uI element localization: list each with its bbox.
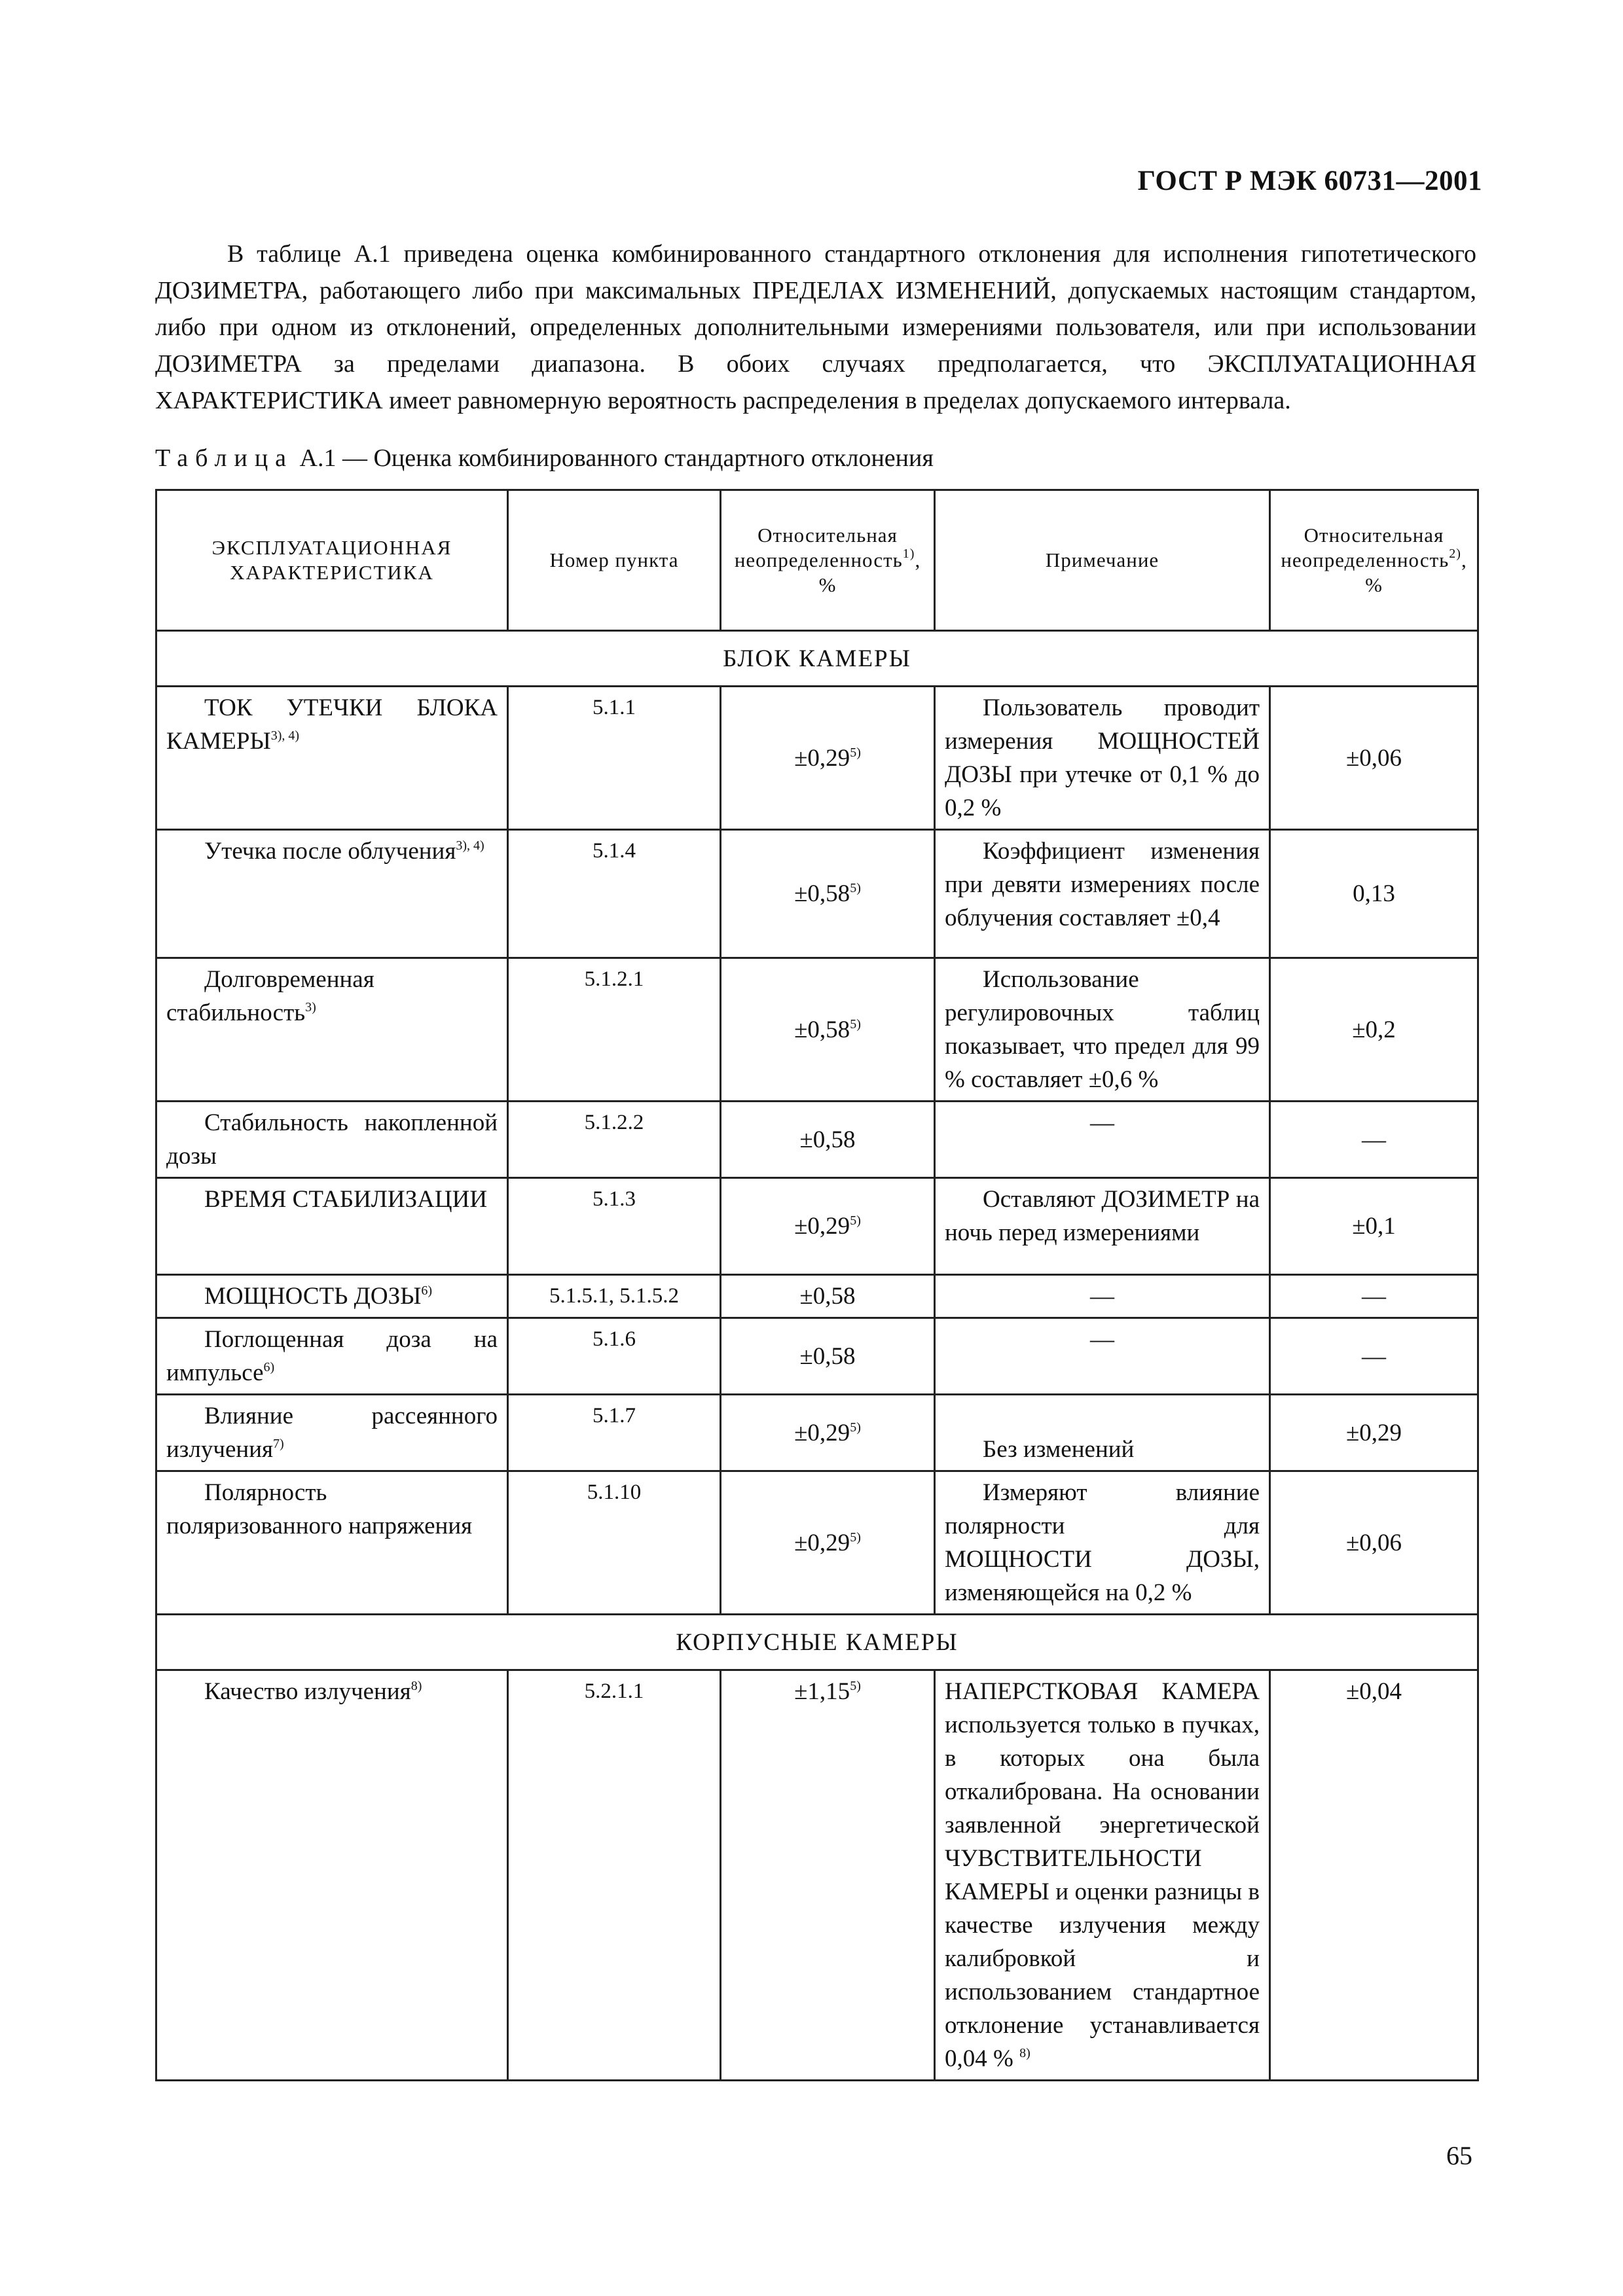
characteristic-cell <box>156 687 508 830</box>
uncertainty-footnote: 5) <box>850 1420 861 1435</box>
note-footnote: 8) <box>1019 2046 1030 2060</box>
note-text: — <box>1090 1326 1114 1353</box>
uncertainty-value: ±0,29 <box>794 1213 850 1240</box>
uncertainty-footnote: 5) <box>850 1016 861 1031</box>
uncertainty-cell <box>721 687 935 830</box>
characteristic-text: Влияние рассеянного излучения <box>166 1403 498 1463</box>
uncertainty2-cell <box>1270 1178 1478 1275</box>
uncertainty2-cell <box>1270 958 1478 1102</box>
note-cell <box>935 1318 1270 1395</box>
uncertainty2-value: ±0,29 <box>1345 1419 1402 1446</box>
clause-text: 5.1.1 <box>593 696 636 719</box>
table-row <box>156 1275 1478 1318</box>
uncertainty-footnote: 5) <box>850 881 861 895</box>
characteristic-cell <box>156 1178 508 1275</box>
clause-cell <box>508 958 721 1102</box>
header-uncertainty-2-text: Относительная неопределенность <box>1281 524 1450 571</box>
characteristic-footnote: 7) <box>273 1437 284 1451</box>
clause-text: 5.1.4 <box>593 839 636 863</box>
characteristic-footnote: 6) <box>421 1283 433 1298</box>
note-cell <box>935 1275 1270 1318</box>
document-standard-header: ГОСТ Р МЭК 60731—2001 <box>1137 166 1482 196</box>
characteristic-footnote: 8) <box>410 1679 422 1693</box>
table-row <box>156 830 1478 958</box>
clause-text: 5.2.1.1 <box>584 1679 644 1703</box>
uncertainty2-value: ±0,06 <box>1345 1529 1402 1556</box>
clause-text: 5.1.6 <box>593 1327 636 1351</box>
uncertainty2-value: — <box>1362 1342 1386 1370</box>
table-row <box>156 1670 1478 2081</box>
table-row <box>156 1178 1478 1275</box>
note-cell <box>935 1395 1270 1471</box>
characteristic-cell <box>156 1318 508 1395</box>
page-number: 65 <box>1446 2141 1472 2170</box>
section-title: БЛОК КАМЕРЫ <box>156 631 1478 687</box>
note-cell <box>935 1102 1270 1178</box>
characteristic-cell <box>156 1102 508 1178</box>
characteristic-text: Поглощенная доза на импульсе <box>166 1326 498 1386</box>
header-uncertainty-2 <box>1270 490 1478 631</box>
uncertainty-table <box>155 489 1479 2081</box>
uncertainty-value: ±0,29 <box>794 744 850 772</box>
note-cell <box>935 830 1270 958</box>
uncertainty2-cell <box>1270 1275 1478 1318</box>
uncertainty-footnote: 5) <box>850 1530 861 1545</box>
table-row <box>156 1102 1478 1178</box>
uncertainty2-cell <box>1270 1102 1478 1178</box>
uncertainty2-value: — <box>1362 1283 1386 1310</box>
note-cell <box>935 958 1270 1102</box>
characteristic-text: Качество излучения <box>204 1678 411 1705</box>
header-clause: Номер пункта <box>508 490 721 631</box>
characteristic-cell <box>156 1275 508 1318</box>
characteristic-footnote: 3) <box>305 1000 316 1014</box>
note-text: Пользователь проводит измерения МОЩНОСТЕЙ ДОЗЫ при утечке от 0,1 % до 0,2 % <box>945 694 1260 821</box>
clause-cell <box>508 830 721 958</box>
clause-text: 5.1.7 <box>593 1404 636 1427</box>
characteristic-text: ВРЕМЯ СТАБИЛИЗАЦИИ <box>204 1186 488 1213</box>
clause-text: 5.1.10 <box>587 1480 642 1504</box>
uncertainty-value: ±1,15 <box>794 1678 850 1705</box>
table-row <box>156 958 1478 1102</box>
note-cell <box>935 687 1270 830</box>
clause-cell <box>508 1102 721 1178</box>
table-caption-label: Таблица <box>155 444 294 472</box>
section-title: КОРПУСНЫЕ КАМЕРЫ <box>156 1615 1478 1670</box>
characteristic-footnote: 3), 4) <box>270 728 300 743</box>
uncertainty-value: ±0,29 <box>794 1419 850 1446</box>
uncertainty-cell <box>721 830 935 958</box>
header-uncertainty-2-sup: 2) <box>1449 547 1461 561</box>
characteristic-footnote: 6) <box>263 1360 275 1374</box>
note-text: Без изменений <box>983 1436 1135 1463</box>
note-cell <box>935 1471 1270 1615</box>
clause-text: 5.1.2.2 <box>584 1111 644 1134</box>
characteristic-cell <box>156 1471 508 1615</box>
characteristic-text: МОЩНОСТЬ ДОЗЫ <box>204 1283 422 1310</box>
uncertainty2-value: ±0,06 <box>1345 744 1402 772</box>
table-header-row <box>156 490 1478 631</box>
header-uncertainty-1-text: Относительная неопределенность <box>734 524 903 571</box>
table-row <box>156 1395 1478 1471</box>
uncertainty2-cell <box>1270 1471 1478 1615</box>
uncertainty-cell <box>721 1318 935 1395</box>
uncertainty2-value: 0,13 <box>1353 880 1395 907</box>
uncertainty2-cell <box>1270 1670 1478 2081</box>
characteristic-footnote: 3), 4) <box>456 838 484 853</box>
clause-cell <box>508 1318 721 1395</box>
uncertainty-value: ±0,58 <box>794 1016 850 1043</box>
uncertainty-value: ±0,29 <box>794 1529 850 1556</box>
table-row <box>156 1318 1478 1395</box>
characteristic-cell <box>156 1395 508 1471</box>
table-row <box>156 687 1478 830</box>
clause-cell <box>508 687 721 830</box>
characteristic-cell <box>156 958 508 1102</box>
clause-cell <box>508 1471 721 1615</box>
uncertainty2-value: ±0,1 <box>1352 1213 1396 1240</box>
clause-cell <box>508 1670 721 2081</box>
characteristic-text: Утечка после облучения <box>204 838 456 865</box>
uncertainty2-cell <box>1270 1318 1478 1395</box>
note-text: Использование регулировочных таблиц показывает, что предел для 99 % составляет ±0,6 % <box>945 966 1260 1093</box>
characteristic-text: Стабильность накопленной дозы <box>166 1109 498 1170</box>
uncertainty2-value: ±0,04 <box>1345 1678 1402 1705</box>
header-uncertainty-1 <box>721 490 935 631</box>
characteristic-text: ТОК УТЕЧКИ БЛОКА КАМЕРЫ <box>166 694 498 755</box>
clause-text: 5.1.2.1 <box>584 967 644 991</box>
uncertainty-cell <box>721 1471 935 1615</box>
uncertainty-cell <box>721 1178 935 1275</box>
uncertainty-value: ±0,58 <box>794 880 850 907</box>
note-text: Измеряют влияние полярности для МОЩНОСТИ ДОЗЫ, изменяющейся на 0,2 % <box>945 1479 1260 1606</box>
header-uncertainty-1-sup: 1) <box>902 547 915 561</box>
uncertainty-footnote: 5) <box>850 1213 861 1228</box>
uncertainty-value: ±0,58 <box>799 1283 856 1310</box>
uncertainty-cell <box>721 1670 935 2081</box>
characteristic-cell <box>156 830 508 958</box>
header-uncertainty-2-unit: , % <box>1365 548 1467 596</box>
intro-paragraph: В таблице А.1 приведена оценка комбинированного стандартного отклонения для исполнения гипотетического ДОЗИМЕТРА, работающего либо при максимальных ПРЕДЕЛАХ ИЗМЕНЕНИЙ, допускаемых настоящим стандартом, либо при одном из отклонений, определенных дополнительными измерениями пользователя, или при использовании ДОЗИМЕТРА за пределами диапазона. В обоих случаях предполагается, что ЭКСПЛУАТАЦИОННАЯ ХАРАКТЕРИСТИКА имеет равномерную вероятность распределения в пределах допускаемого интервала. <box>155 240 1476 414</box>
table-row <box>156 1471 1478 1615</box>
uncertainty-cell <box>721 1102 935 1178</box>
clause-cell <box>508 1178 721 1275</box>
uncertainty2-cell <box>1270 830 1478 958</box>
table-caption-text: А.1 — Оценка комбинированного стандартного отклонения <box>299 444 934 472</box>
clause-text: 5.1.5.1, 5.1.5.2 <box>549 1284 679 1308</box>
clause-text: 5.1.3 <box>593 1187 636 1211</box>
note-text: НАПЕРСТКОВАЯ КАМЕРА используется только в пучках, в которых она была откалибрована. На основании заявленной энергетической ЧУВСТВИТЕЛЬНОСТИ КАМЕРЫ и оценки разницы в качестве излучения между калибровкой и использованием стандартное отклонение устанавливается 0,04 % <box>945 1678 1260 2072</box>
header-uncertainty-1-unit: , % <box>818 548 921 596</box>
characteristic-text: Долговременная стабильность <box>166 966 374 1026</box>
clause-cell <box>508 1395 721 1471</box>
section-row-chamber-block <box>156 631 1478 687</box>
uncertainty2-value: ±0,2 <box>1352 1016 1396 1043</box>
section-row-thimble-chambers <box>156 1615 1478 1670</box>
uncertainty-value: ±0,58 <box>799 1126 856 1153</box>
uncertainty-cell <box>721 1395 935 1471</box>
header-characteristic: ЭКСПЛУАТАЦИОННАЯ ХАРАКТЕРИСТИКА <box>156 490 508 631</box>
uncertainty-footnote: 5) <box>850 745 861 760</box>
uncertainty-footnote: 5) <box>850 1679 861 1693</box>
table-caption <box>155 444 934 473</box>
note-cell <box>935 1670 1270 2081</box>
uncertainty2-cell <box>1270 687 1478 830</box>
uncertainty-value: ±0,58 <box>799 1342 856 1370</box>
uncertainty2-cell <box>1270 1395 1478 1471</box>
uncertainty-cell <box>721 1275 935 1318</box>
characteristic-cell <box>156 1670 508 2081</box>
uncertainty2-value: — <box>1362 1126 1386 1153</box>
intro-text <box>155 236 1476 419</box>
clause-cell <box>508 1275 721 1318</box>
note-text: Коэффициент изменения при девяти измерениях после облучения составляет ±0,4 <box>945 838 1260 931</box>
note-cell <box>935 1178 1270 1275</box>
note-text: — <box>1090 1283 1114 1310</box>
uncertainty-cell <box>721 958 935 1102</box>
note-text: — <box>1090 1109 1114 1136</box>
characteristic-text: Полярность поляризованного напряжения <box>166 1479 473 1539</box>
header-note: Примечание <box>935 490 1270 631</box>
note-text: Оставляют ДОЗИМЕТР на ночь перед измерениями <box>945 1186 1260 1246</box>
